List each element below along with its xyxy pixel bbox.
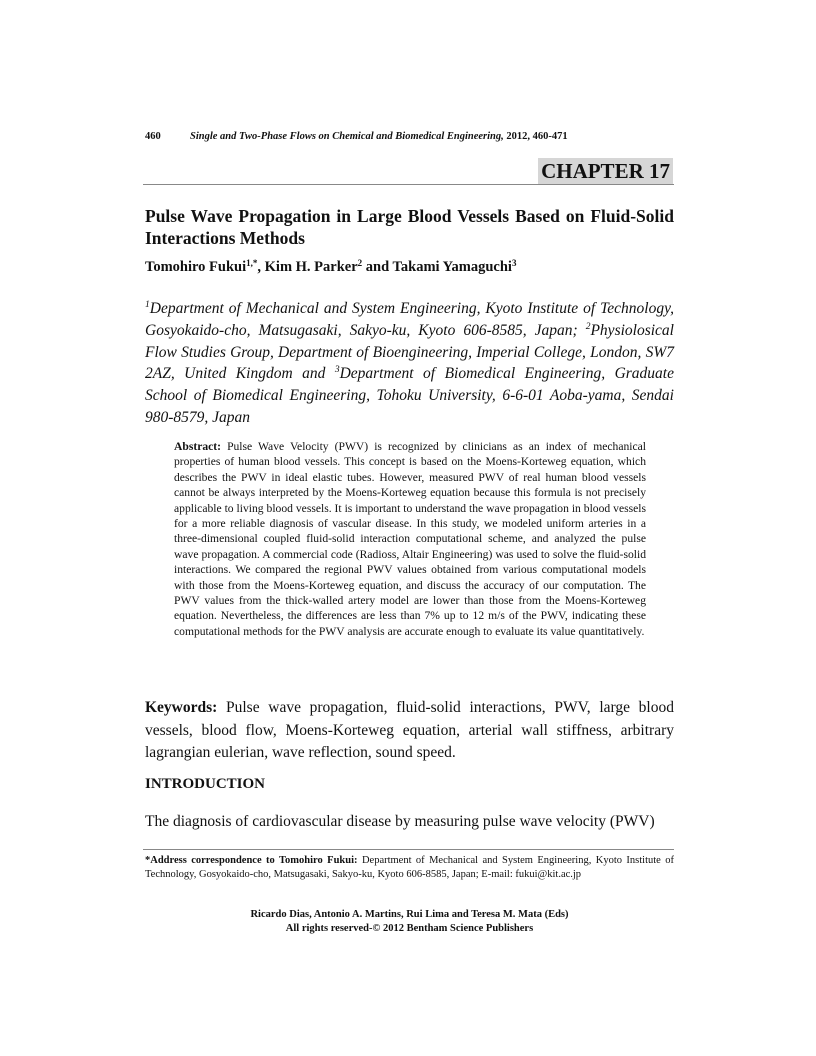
- chapter-divider: [143, 184, 674, 185]
- keywords: [145, 697, 674, 765]
- affiliation-3: Department of Biomedical Engineering, Graduate School of Biomedical Engineering, Tohoku University, 6-6-01 Aoba-yama, Sendai 980-8579, Japan: [145, 365, 674, 426]
- affiliation-marker: 1: [145, 300, 150, 310]
- affiliation-2: Physiolosical Flow Studies Group, Department of Bioengineering, Imperial College, London, SW7 2AZ, United Kingdom and: [145, 321, 674, 383]
- editors-line: Ricardo Dias, Antonio A. Martins, Rui Lima and Teresa M. Mata (Eds): [250, 909, 569, 920]
- correspondence-footnote: [145, 854, 674, 882]
- footnote-label: *Address correspondence to Tomohiro Fukui:: [145, 855, 358, 866]
- affiliation-marker: 3: [334, 365, 340, 376]
- introduction-text: The diagnosis of cardiovascular disease by measuring pulse wave velocity (PWV): [145, 813, 655, 830]
- author-affiliation-marker: 3: [511, 258, 517, 268]
- running-head: [145, 131, 673, 142]
- chapter-label: CHAPTER 17: [538, 158, 673, 184]
- publisher-credits: [145, 908, 674, 936]
- footnote-text: Department of Mechanical and System Engineering, Kyoto Institute of Technology, Gosyokaido-cho, Matsugasaki, Sakyo-ku, Kyoto 606-8585, Japan; E-mail: fukui@kit.ac.jp: [145, 855, 674, 880]
- affiliation-1: Department of Mechanical and System Engineering, Kyoto Institute of Technology, Gosyokaido-cho, Matsugasaki, Sakyo-ku, Kyoto 606-8585, Japan;: [145, 300, 674, 339]
- keywords-text: Pulse wave propagation, fluid-solid interactions, PWV, large blood vessels, blood flow, Moens-Korteweg equation, arterial wall stiffness, arbitrary lagrangian eulerian, wave reflection, sound speed.: [145, 699, 674, 762]
- abstract-label: Abstract:: [174, 440, 222, 453]
- affiliation-marker: 2: [585, 321, 591, 332]
- abstract: [174, 439, 646, 639]
- footnote-divider: [143, 849, 674, 850]
- author-name: Kim H. Parker: [264, 259, 358, 275]
- introduction-heading: INTRODUCTION: [145, 776, 266, 792]
- author-list: [145, 259, 674, 276]
- journal-title: Single and Two-Phase Flows on Chemical and Biomedical Engineering,: [190, 131, 504, 142]
- paper-title: Pulse Wave Propagation in Large Blood Vessels Based on Fluid-Solid Interactions Methods: [145, 206, 674, 248]
- author-affiliation-marker: 1,*: [246, 258, 258, 268]
- abstract-text: Pulse Wave Velocity (PWV) is recognized by clinicians as an index of mechanical properties of human blood vessels. This concept is based on the Moens-Korteweg equation, which describes the PWV in ideal elastic tubes. However, measured PWV of real human blood vessels cannot be always interpreted by the Moens-Korteweg equation because this formula is not precisely applicable to living blood vessels. It is important to understand the wave propagation in blood vessels for a more reliable diagnosis of vascular disease. In this study, we modeled uniform arteries in a three-dimensional coupled fluid-solid interaction computational scheme, and analyzed the pulse wave propagation. A commercial code (Radioss, Altair Engineering) was used to solve the fluid-solid interactions. We compared the regional PWV values obtained from various computational models with those from the Moens-Korteweg equation, and discuss the accuracy of our computation. The PWV values from the thick-walled artery model are lower than those from the Moens-Korteweg equation. Nevertheless, the differences are less than 7% up to 12 m/s of the PWV, indicating these computational methods for the PWV analysis are accurate enough to evaluate its value quantitatively.: [174, 440, 646, 638]
- journal-citation: 2012, 460-471: [506, 131, 568, 142]
- rights-line: All rights reserved-© 2012 Bentham Science Publishers: [285, 923, 534, 934]
- page-number: 460: [145, 131, 161, 142]
- author-name: Tomohiro Fukui: [145, 259, 247, 275]
- author-affiliation-marker: 2: [357, 258, 363, 268]
- author-separator: and: [362, 259, 393, 275]
- affiliations: [145, 298, 674, 429]
- keywords-label: Keywords:: [145, 699, 218, 716]
- author-separator: ,: [257, 259, 265, 275]
- author-name: Takami Yamaguchi: [392, 259, 512, 275]
